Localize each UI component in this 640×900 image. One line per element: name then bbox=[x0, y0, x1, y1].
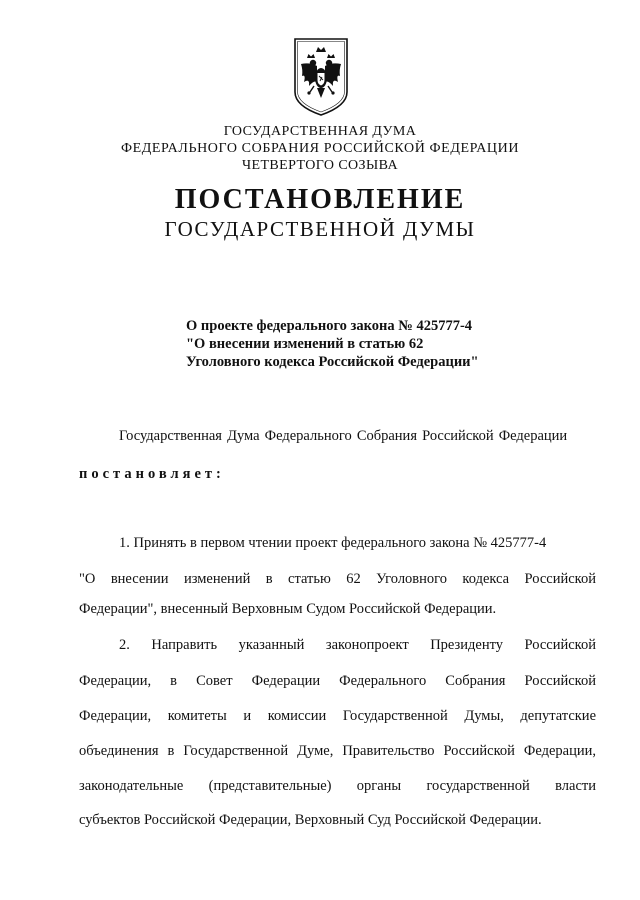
intro-text: Государственная Дума Федерального Собрания Российской Федерации bbox=[119, 428, 568, 444]
item-2-line-3: Федерации, комитеты и комиссии Государственной Думы, депутатские bbox=[79, 708, 596, 724]
item-2-line-1: 2. Направить указанный законопроект Президенту Российской bbox=[119, 637, 596, 653]
document-subtitle: ГОСУДАРСТВЕННОЙ ДУМЫ bbox=[164, 217, 476, 241]
org-line-2: ФЕДЕРАЛЬНОГО СОБРАНИЯ РОССИЙСКОЙ ФЕДЕРАЦИИ bbox=[120, 141, 520, 156]
item-2-line-6: субъектов Российской Федерации, Верховный Суд Российской Федерации. bbox=[79, 812, 542, 828]
subject-line-2: "О внесении изменений в статью 62 bbox=[186, 336, 424, 352]
coat-of-arms-icon bbox=[292, 36, 350, 118]
item-2-line-4: объединения в Государственной Думе, Правительство Российской Федерации, bbox=[79, 743, 596, 759]
subject-line-1: О проекте федерального закона № 425777-4 bbox=[186, 318, 473, 334]
subject-line-3: Уголовного кодекса Российской Федерации" bbox=[186, 354, 479, 370]
subject-block bbox=[186, 317, 566, 371]
item-1-line-1: 1. Принять в первом чтении проект федерального закона № 425777-4 bbox=[119, 535, 547, 551]
item-1-line-3: Федерации", внесенный Верховным Судом Российской Федерации. bbox=[79, 601, 497, 617]
document-title: ПОСТАНОВЛЕНИЕ bbox=[174, 184, 466, 215]
resolves-text: постановляет: bbox=[79, 466, 225, 482]
item-2-line-5: законодательные (представительные) органы государственной власти bbox=[79, 778, 596, 794]
org-line-1: ГОСУДАРСТВЕННАЯ ДУМА bbox=[223, 124, 417, 139]
item-1-line-2: "О внесении изменений в статью 62 Уголовного кодекса Российской bbox=[79, 571, 596, 587]
item-2-line-2: Федерации, в Совет Федерации Федерального Собрания Российской bbox=[79, 673, 596, 689]
org-line-3: ЧЕТВЕРТОГО СОЗЫВА bbox=[242, 158, 398, 173]
